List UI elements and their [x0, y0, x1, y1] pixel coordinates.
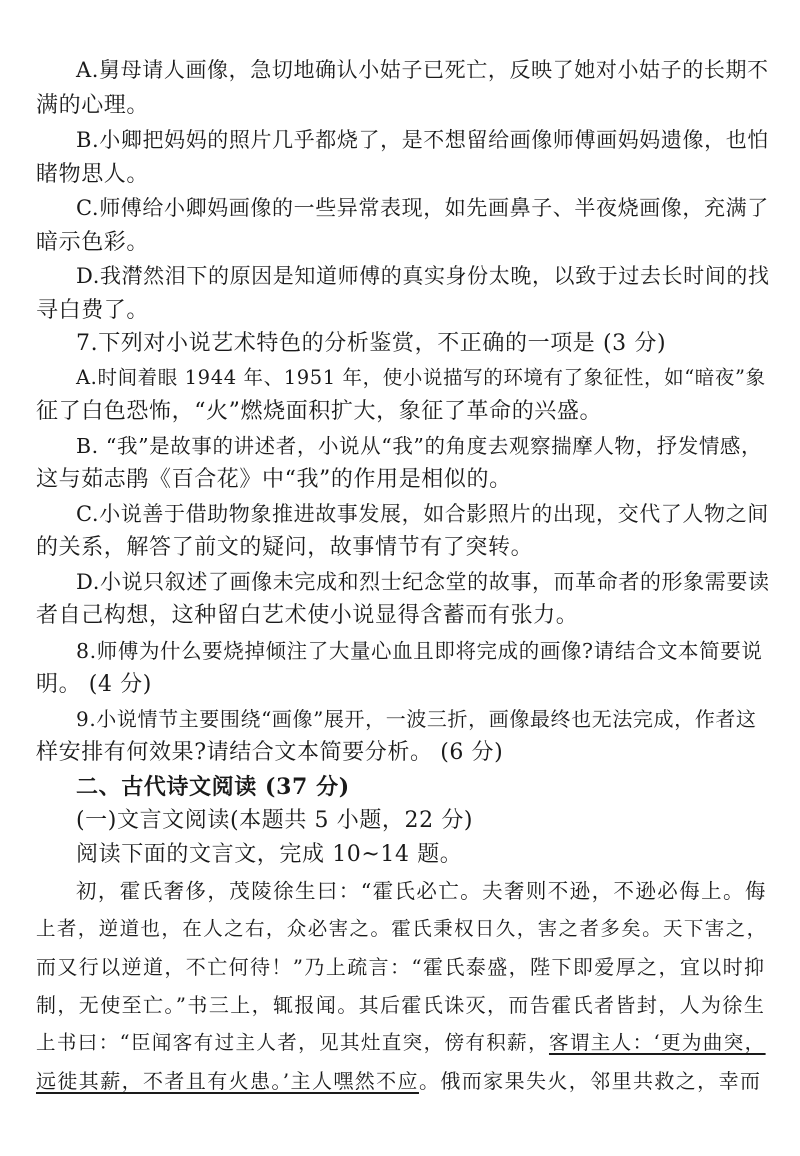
q6-option-b-line1: B.小卿把妈妈的照片几乎都烧了，是不想留给画像师傅画妈妈遗像，也怕: [76, 128, 769, 152]
passage-line3: 而又行以逆道，不亡何待！”乃上疏言：“霍氏泰盛，陛下即爱厚之，宜以时抑: [36, 955, 766, 979]
q6-option-a-line1: A.舅母请人画像，急切地确认小姑子已死亡，反映了她对小姑子的长期不: [76, 58, 769, 82]
passage-line6: [36, 1066, 761, 1096]
passage-line1: 初，霍氏奢侈，茂陵徐生曰：“霍氏必亡。夫奢则不逊，不逊必侮上。侮: [76, 879, 767, 903]
passage-line5-underlined: 客谓主人：‘更为曲突，: [548, 1031, 766, 1054]
q7-option-c-line1: C.小说善于借助物象推进故事发展，如合影照片的出现，交代了人物之间: [76, 502, 769, 526]
q7-option-b-line2: 这与茹志鹃《百合花》中“我”的作用是相似的。: [36, 467, 512, 492]
passage-line6-underlined: 远徙其薪，不者且有火患。’主人嘿然不应: [36, 1069, 419, 1093]
q6-option-d-line2: 寻白费了。: [36, 298, 150, 323]
q9-line1: 9.小说情节主要围绕“画像”展开，一波三折，画像最终也无法完成，作者这: [76, 707, 757, 731]
passage-line4: 制，无使至亡。”书三上，辄报闻。其后霍氏诛灭，而告霍氏者皆封，人为徐生: [36, 993, 766, 1017]
section2-instruction: 阅读下面的文言文，完成 10~14 题。: [76, 842, 463, 867]
q7-stem: 7.下列对小说艺术特色的分析鉴赏，不正确的一项是 (3 分): [76, 331, 667, 356]
q6-option-d-line1: D.我潸然泪下的原因是知道师傅的真实身份太晚，以致于过去长时间的找: [76, 264, 770, 288]
q9-line2: 样安排有何效果?请结合文本简要分析。 (6 分): [36, 740, 504, 765]
q7-option-d-line1: D.小说只叙述了画像未完成和烈士纪念堂的故事，而革命者的形象需要读: [76, 570, 770, 594]
passage-line2: 上者，逆道也，在人之右，众必害之。霍氏秉权日久，害之者多矣。天下害之，: [36, 917, 768, 940]
q7-option-a-line1: A.时间着眼 1944 年、1951 年，使小说描写的环境有了象征性，如“暗夜”象: [76, 366, 766, 389]
q7-option-d-line2: 者自己构想，这种留白艺术使小说显得含蓄而有张力。: [36, 603, 579, 628]
q6-option-b-line2: 睹物思人。: [36, 162, 150, 187]
q6-option-c-line1: C.师傅给小卿妈画像的一些异常表现，如先画鼻子、半夜烧画像，充满了: [76, 196, 769, 220]
q7-option-c-line2: 的关系，解答了前文的疑问，故事情节有了突转。: [36, 535, 534, 560]
q6-option-a-line2: 满的心理。: [36, 93, 150, 118]
passage-line5: [36, 1028, 766, 1058]
q6-option-c-line2: 暗示色彩。: [36, 230, 150, 255]
q7-option-b-line1: B. “我”是故事的讲述者，小说从“我”的角度去观察揣摩人物，抒发情感，: [76, 434, 763, 458]
section2-heading: 二、古代诗文阅读 (37 分): [76, 774, 350, 800]
section2-subheading: (一)文言文阅读(本题共 5 小题，22 分): [76, 808, 474, 833]
q8-line2: 明。 (4 分): [36, 672, 152, 697]
q8-line1: 8.师傅为什么要烧掉倾注了大量心血且即将完成的画像?请结合文本简要说: [76, 639, 763, 663]
passage-line6-plain: 。俄而家果失火，邻里共救之，幸而: [418, 1069, 762, 1093]
q7-option-a-line2: 征了白色恐怖，“火”燃烧面积扩大，象征了革命的兴盛。: [36, 399, 603, 424]
passage-line5-plain: 上书曰：“臣闻客有过主人者，见其灶直突，傍有积薪，: [36, 1031, 549, 1054]
